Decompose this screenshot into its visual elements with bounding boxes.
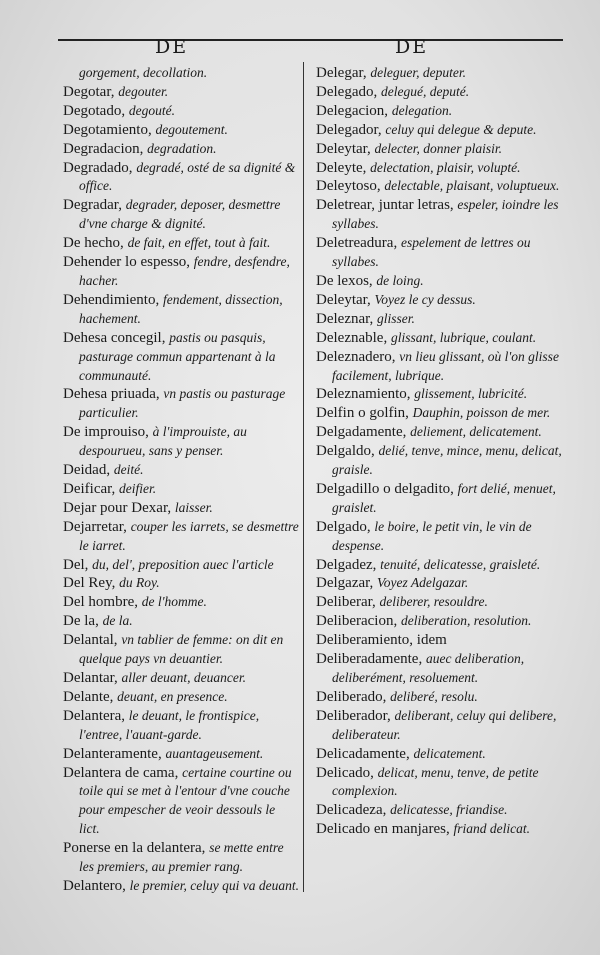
dictionary-entry — [316, 745, 566, 764]
entry-headword: Deleznable, — [316, 329, 388, 346]
entry-translation: glisser. — [377, 310, 415, 326]
dictionary-entry — [316, 650, 566, 688]
entry-headword: Deletreadura, — [316, 235, 398, 252]
entry-headword: Delegado, — [316, 83, 378, 100]
dictionary-entry — [63, 461, 299, 480]
dictionary-entry — [316, 801, 566, 820]
entry-translation: delecter, donner plaisir. — [374, 140, 503, 156]
entry-translation: Dauphin, poisson de mer. — [412, 405, 551, 421]
entry-translation: degradé, osté de sa dignité & office. — [79, 159, 296, 194]
entry-translation: degoutement. — [155, 121, 228, 137]
entry-translation: delicatesse, friandise. — [390, 802, 508, 818]
entry-translation: le deuant, le frontispice, l'entree, l'auant-garde. — [79, 707, 260, 742]
entry-headword: Delfin o golfin, — [316, 405, 409, 422]
entry-headword: Delantera, — [63, 707, 126, 724]
entry-translation: delicatement. — [413, 745, 486, 761]
dictionary-entry — [63, 612, 299, 631]
dictionary-entry — [316, 310, 566, 329]
entry-headword: Delgadez, — [316, 556, 377, 573]
entry-translation: fendre, desfendre, hacher. — [79, 254, 290, 288]
dictionary-entry — [316, 291, 566, 310]
entry-headword: Delgazar, — [316, 575, 374, 592]
entry-headword: Delicado en manjares, — [316, 821, 450, 838]
dictionary-entry — [63, 291, 299, 329]
dictionary-entry — [63, 83, 299, 102]
dictionary-entry — [316, 348, 566, 386]
dictionary-entry — [63, 159, 299, 197]
dictionary-entry — [63, 499, 299, 518]
entry-headword: Deleytar, — [316, 291, 371, 308]
entry-translation: du, del', preposition auec l'article — [92, 556, 274, 572]
entry-headword: Delegador, — [316, 121, 382, 138]
dictionary-entry — [316, 707, 566, 745]
entry-translation: laisser. — [174, 499, 213, 515]
entry-headword: Deliberar, — [316, 594, 376, 611]
entry-headword: Deletrear, juntar letras, — [316, 197, 454, 214]
dictionary-entry — [316, 121, 566, 140]
entry-headword: Deleznamiento, — [316, 386, 411, 403]
entry-translation: delicat, menu, tenve, de petite complexion. — [332, 764, 539, 799]
entry-translation: de l'homme. — [141, 594, 207, 610]
dictionary-entry — [316, 234, 566, 272]
entry-translation: espeler, ioindre les syllabes. — [332, 197, 559, 232]
entry-translation: de la. — [102, 613, 133, 629]
dictionary-entry — [63, 518, 299, 556]
dictionary-entry — [316, 140, 566, 159]
dictionary-entry — [63, 234, 299, 253]
entry-headword: Dejarretar, — [63, 518, 127, 535]
dictionary-entry — [63, 121, 299, 140]
entry-headword: Delicadamente, — [316, 745, 410, 762]
dictionary-entry — [316, 556, 566, 575]
entry-headword: De improuiso, — [63, 424, 149, 441]
entry-headword: Delgadillo o delgadito, — [316, 480, 454, 497]
entry-headword: Dejar pour Dexar, — [63, 499, 172, 516]
entry-headword: Degradado, — [63, 159, 133, 176]
dictionary-entry — [63, 102, 299, 121]
entry-translation: le premier, celuy qui va deuant. — [129, 877, 299, 893]
entry-translation: deuant, en presence. — [117, 688, 228, 704]
entry-headword: De la, — [63, 613, 99, 630]
dictionary-entry — [316, 574, 566, 593]
dictionary-entry — [63, 877, 299, 896]
dictionary-entry — [63, 329, 299, 386]
entry-headword: Degotar, — [63, 83, 115, 100]
entry-translation: de fait, en effet, tout à fait. — [127, 235, 271, 251]
entry-translation: degradation. — [147, 140, 217, 156]
entry-translation: deliement, delicatement. — [410, 424, 542, 440]
entry-headword: Delgaldo, — [316, 443, 375, 460]
entry-translation: certaine courtine ou toile qui se met à l'entour d'vne couche pour empescher de veoir dessouls le lict. — [79, 764, 292, 837]
entry-headword: Dehender lo espesso, — [63, 254, 191, 271]
dictionary-entry — [316, 102, 566, 121]
entry-headword: Delantera de cama, — [63, 764, 179, 781]
entry-headword: Deleznar, — [316, 310, 374, 327]
entry-headword: Deliberacion, — [316, 613, 398, 630]
entry-headword: De lexos, — [316, 272, 373, 289]
entry-translation: fort delié, menuet, graislet. — [332, 480, 556, 515]
entry-headword: Del hombre, — [63, 594, 138, 611]
entry-headword: Deleytar, — [316, 140, 371, 157]
entry-translation: delectation, plaisir, volupté. — [370, 159, 521, 175]
entry-translation: vn tablier de femme: on dit en quelque pays vn deuantier. — [79, 632, 284, 667]
dictionary-entry — [63, 631, 299, 669]
dictionary-entry — [63, 593, 299, 612]
entry-translation: auantageusement. — [165, 745, 264, 761]
entry-translation: deité. — [113, 462, 144, 478]
dictionary-entry — [316, 329, 566, 348]
dictionary-entry — [316, 404, 566, 423]
entry-translation: glissant, lubrique, coulant. — [390, 329, 537, 345]
entry-translation: delegation. — [391, 102, 453, 118]
running-head-right: DE — [395, 36, 429, 58]
dictionary-entry — [63, 64, 299, 83]
header-rule — [58, 39, 563, 41]
entry-translation: delié, tenve, mince, menu, delicat, graisle. — [332, 443, 562, 478]
dictionary-entry — [63, 669, 299, 688]
entry-headword: Delanteramente, — [63, 745, 162, 762]
entry-translation: gorgement, decollation. — [79, 65, 208, 80]
dictionary-entry — [63, 140, 299, 159]
dictionary-entry — [316, 423, 566, 442]
entry-translation: degouté. — [128, 102, 175, 118]
entry-translation: du Roy. — [119, 575, 160, 591]
entry-translation: fendement, dissection, hachement. — [79, 291, 283, 326]
dictionary-entry — [63, 253, 299, 291]
dictionary-entry — [316, 159, 566, 178]
dictionary-entry — [63, 745, 299, 764]
entry-translation: delectable, plaisant, voluptueux. — [384, 178, 560, 194]
entry-translation: Voyez Adelgazar. — [377, 575, 469, 591]
dictionary-entry — [316, 385, 566, 404]
dictionary-entry — [63, 574, 299, 593]
dictionary-entry — [63, 764, 299, 840]
entry-translation: degrader, deposer, desmettre d'vne charge & dignité. — [79, 197, 281, 232]
dictionary-entry — [316, 518, 566, 556]
entry-translation: celuy qui delegue & depute. — [385, 121, 537, 137]
entry-headword: Del Rey, — [63, 575, 116, 592]
entry-translation: vn pastis ou pasturage particulier. — [79, 386, 286, 421]
entry-headword: Delantero, — [63, 877, 126, 894]
entry-headword: Deliberador, — [316, 707, 391, 724]
entry-headword: Delgado, — [316, 518, 371, 535]
entry-headword: Degradar, — [63, 197, 122, 214]
entry-translation: deliberation, resolution. — [400, 613, 532, 629]
entry-translation: deleguer, deputer. — [370, 65, 466, 80]
entry-translation: degouter. — [118, 83, 169, 99]
dictionary-entry — [63, 839, 299, 877]
entry-headword: Deleznadero, — [316, 348, 396, 365]
entry-headword: Del, — [63, 556, 89, 573]
entry-headword: Degotamiento, — [63, 121, 152, 138]
entry-translation: deifier. — [119, 480, 157, 496]
left-column — [63, 64, 299, 896]
entry-translation: aller deuant, deuancer. — [121, 670, 247, 685]
entry-translation: pastis ou pasquis, pasturage commun appartenant à la communauté. — [79, 329, 276, 383]
entry-headword: Delegacion, — [316, 102, 389, 119]
entry-translation: glissement, lubricité. — [414, 386, 528, 402]
entry-headword: Dehendimiento, — [63, 291, 160, 308]
entry-headword: Deleyte, — [316, 159, 367, 176]
entry-headword: Degradacion, — [63, 140, 144, 157]
entry-translation: auec deliberation, deliberément, resoluement. — [332, 651, 525, 685]
entry-headword: Delegar, — [316, 65, 367, 81]
entry-headword: Deliberado, — [316, 688, 387, 705]
entry-headword: Deliberadamente, — [316, 651, 423, 668]
entry-translation: le boire, le petit vin, le vin de despense. — [332, 518, 532, 553]
dictionary-entry — [63, 688, 299, 707]
entry-headword: Ponerse en la delantera, — [63, 840, 206, 857]
dictionary-entry — [63, 556, 299, 575]
entry-translation: deliberé, resolu. — [390, 688, 478, 704]
right-column — [316, 64, 566, 839]
dictionary-entry — [316, 442, 566, 480]
dictionary-entry — [316, 177, 566, 196]
entry-translation: deliberant, celuy qui delibere, deliberateur. — [332, 707, 557, 742]
entry-headword: Delicadeza, — [316, 802, 387, 819]
entry-translation: vn lieu glissant, où l'on glisse facilement, lubrique. — [332, 348, 559, 383]
dictionary-entry — [316, 480, 566, 518]
dictionary-entry — [63, 385, 299, 423]
entry-headword: Dehesa concegil, — [63, 329, 166, 346]
entry-headword: De hecho, — [63, 235, 124, 252]
dictionary-entry — [316, 631, 566, 650]
entry-translation: à l'improuiste, au despourueu, sans y penser. — [79, 424, 247, 459]
entry-translation: friand delicat. — [453, 821, 530, 837]
entry-translation: delegué, deputé. — [380, 83, 470, 99]
entry-translation: deliberer, resouldre. — [379, 594, 488, 610]
running-head-left: DE — [155, 36, 189, 58]
entry-translation: espelement de lettres ou syllabes. — [332, 235, 531, 270]
entry-translation: Voyez le cy dessus. — [374, 291, 476, 307]
dictionary-entry — [316, 820, 566, 839]
entry-headword: Delicado, — [316, 764, 374, 781]
dictionary-entry — [316, 688, 566, 707]
entry-headword: Delantal, — [63, 632, 118, 649]
dictionary-entry — [316, 593, 566, 612]
dictionary-entry — [63, 423, 299, 461]
entry-translation: se mette entre les premiers, au premier rang. — [79, 840, 284, 875]
dictionary-entry — [316, 64, 566, 83]
entry-translation: tenuité, delicatesse, graisleté. — [380, 556, 541, 572]
dictionary-entry — [63, 196, 299, 234]
dictionary-entry — [316, 764, 566, 802]
entry-headword: Deleytoso, — [316, 178, 381, 195]
dictionary-entry — [63, 707, 299, 745]
column-divider — [303, 62, 304, 892]
entry-headword: Delantar, — [63, 670, 118, 686]
dictionary-entry — [316, 196, 566, 234]
entry-translation: couper les iarrets, se desmettre le iarret. — [79, 518, 299, 553]
entry-headword: Degotado, — [63, 102, 126, 119]
dictionary-entry — [316, 612, 566, 631]
entry-headword: Deidad, — [63, 462, 111, 479]
dictionary-entry — [316, 83, 566, 102]
dictionary-entry — [316, 272, 566, 291]
entry-headword: Deliberamiento, idem — [316, 632, 447, 649]
entry-headword: Delante, — [63, 688, 114, 705]
entry-headword: Deificar, — [63, 480, 116, 497]
entry-headword: Dehesa priuada, — [63, 386, 160, 403]
dictionary-entry — [63, 480, 299, 499]
entry-headword: Delgadamente, — [316, 424, 407, 441]
entry-translation: de loing. — [376, 272, 424, 288]
